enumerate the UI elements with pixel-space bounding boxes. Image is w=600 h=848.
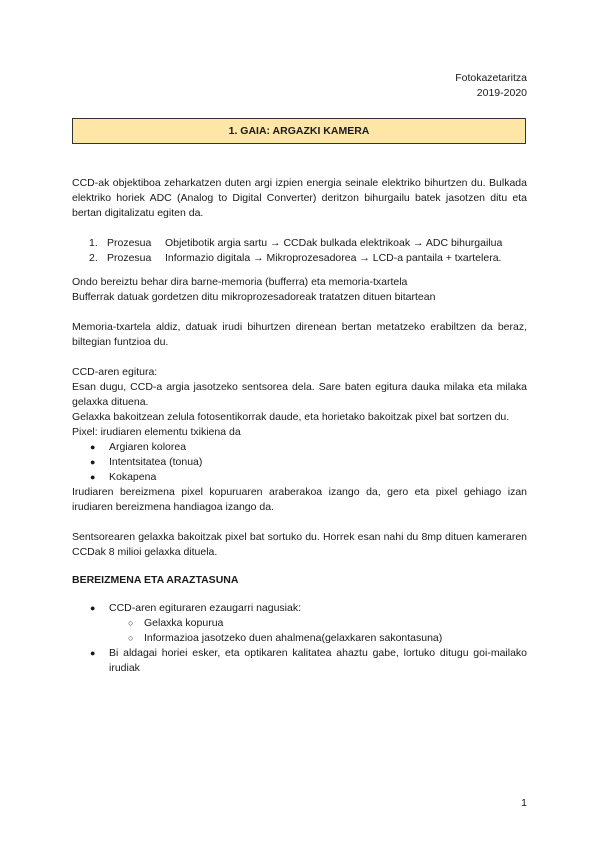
- header-subject: Fotokazetaritza: [455, 72, 527, 84]
- list-item: [72, 631, 527, 646]
- memory-line: Ondo bereiztu behar dira barne-memoria (bufferra) eta memoria-txartela: [72, 276, 408, 288]
- list-item: [72, 455, 527, 470]
- ccd-heading: CCD-aren egitura:: [72, 366, 158, 378]
- bullet-icon: ●: [90, 603, 96, 613]
- list-item-text: Gelaxka kopurua: [144, 617, 224, 629]
- chapter-title: 1. GAIA: ARGAZKI KAMERA: [228, 125, 370, 137]
- process-label: Prozesua: [107, 237, 152, 249]
- list-item-text: Intentsitatea (tonua): [109, 456, 203, 468]
- process-text: Informazio digitala → Mikroprozesadorea → LCD-a pantaila + txartelera.: [165, 252, 502, 264]
- list-item-text: CCD-aren egituraren ezaugarri nagusiak:: [109, 602, 302, 614]
- ccd-paragraph: Sentsorearen gelaxka bakoitzak pixel bat sortuko du. Horrek esan nahi du 8mp dituen kameraren CCDak 8 milioi gelaxka dituela.: [72, 531, 527, 558]
- header-year: 2019-2020: [476, 87, 527, 99]
- list-item: [72, 236, 527, 251]
- sub-bullet-icon: ○: [128, 633, 134, 643]
- process-text: Objetibotik argia sartu → CCDak bulkada elektrikoak → ADC bihurgailua: [165, 237, 503, 249]
- list-item-text: Kokapena: [109, 471, 157, 483]
- list-item: [72, 601, 527, 616]
- bullet-icon: ●: [90, 442, 96, 452]
- features-list: [72, 646, 527, 676]
- features-list: [72, 601, 527, 616]
- list-number: 2.: [89, 252, 98, 264]
- document-body: [72, 176, 527, 676]
- ccd-paragraph: Irudiaren bereizmena pixel kopuruaren araberakoa izango da, gero eta pixel gehiago izan irudiaren bereizmena handiagoa izango da.: [72, 486, 527, 513]
- list-item-text: Bi aldagai horiei esker, eta optikaren kalitatea ahaztu gabe, lortuko ditugu goi-mailako irudiak: [109, 647, 527, 674]
- intro-paragraph: CCD-ak objektiboa zeharkatzen duten argi izpien energia seinale elektriko bihurtzen du. Bulkada elektriko horiek ADC (Analog to Digital Converter) deritzon bihurgailu batek jasotzen ditu eta bertan digitalizatu egiten da.: [72, 177, 527, 219]
- process-list: [72, 236, 527, 266]
- bullet-icon: ●: [90, 457, 96, 467]
- list-item-text: Argiaren kolorea: [109, 441, 187, 453]
- pixel-definition: Pixel: irudiaren elementu txikiena da: [72, 426, 241, 438]
- features-sublist: [72, 616, 527, 646]
- chapter-title-box: [72, 118, 526, 144]
- ccd-paragraph: Gelaxka bakoitzean zelula fotosentikorrak daude, eta horietako bakoitzak pixel bat sortzen du.: [72, 411, 510, 423]
- memory-card-paragraph: Memoria-txartela aldiz, datuak irudi bihurtzen direnean bertan metatzeko erabiltzen da beraz, biltegian funtzioa du.: [72, 321, 527, 348]
- list-item: [72, 440, 527, 455]
- bullet-icon: ●: [90, 648, 96, 658]
- page-header: [455, 71, 527, 101]
- list-item-text: Informazioa jasotzeko duen ahalmena(gelaxkaren sakontasuna): [144, 632, 443, 644]
- sub-bullet-icon: ○: [128, 618, 134, 628]
- list-number: 1.: [89, 237, 98, 249]
- process-label: Prozesua: [107, 252, 152, 264]
- memory-line: Bufferrak datuak gordetzen ditu mikroprozesadoreak tratatzen dituen bitartean: [72, 291, 436, 303]
- ccd-paragraph: Esan dugu, CCD-a argia jasotzeko sentsorea dela. Sare baten egitura dauka milaka eta milaka gelaxka dituena.: [72, 381, 527, 408]
- list-item: [72, 646, 527, 676]
- list-item: [72, 470, 527, 485]
- list-item: [72, 616, 527, 631]
- pixel-attributes-list: [72, 440, 527, 485]
- section-heading: BEREIZMENA ETA ARAZTASUNA: [72, 574, 239, 586]
- bullet-icon: ●: [90, 472, 96, 482]
- list-item: [72, 251, 527, 266]
- page-number: 1: [521, 797, 527, 809]
